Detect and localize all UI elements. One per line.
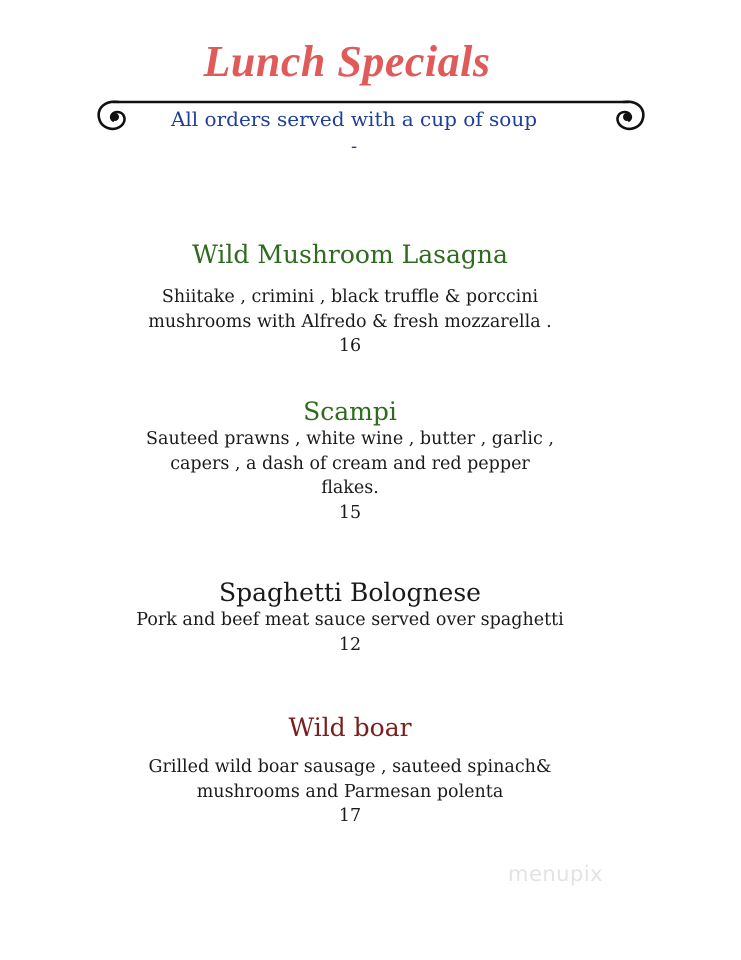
item-description-line: Pork and beef meat sauce served over spaghetti <box>136 610 564 630</box>
item-price: 15 <box>338 502 362 523</box>
item-name: Wild Mushroom Lasagna <box>192 240 508 269</box>
item-description-line: mushrooms with Alfredo & fresh mozzarella . <box>148 311 552 332</box>
item-price: 17 <box>338 806 362 826</box>
item-name: Wild boar <box>288 713 412 742</box>
dash-separator: - <box>350 136 358 157</box>
menu-item-bolognese <box>0 578 700 657</box>
menu-title: Lunch Specials <box>203 37 491 86</box>
item-description-line: Shiitake , crimini , black truffle & porccini <box>161 287 539 307</box>
menu-item-lasagna <box>0 240 700 359</box>
menu-item-scampi <box>0 397 700 525</box>
item-price: 16 <box>338 336 362 356</box>
menupix-watermark: menupix <box>508 862 604 886</box>
item-name: Spaghetti Bolognese <box>219 578 481 607</box>
item-description-line: capers , a dash of cream and red pepper <box>170 453 530 474</box>
item-description-line: flakes. <box>321 478 379 498</box>
menu-item-wild-boar <box>0 713 700 829</box>
soup-note: All orders served with a cup of soup <box>170 107 538 131</box>
item-description-line: mushrooms and Parmesan polenta <box>196 781 504 802</box>
item-name: Scampi <box>303 397 397 426</box>
item-description-line: Grilled wild boar sausage , sauteed spinach& <box>148 757 552 777</box>
item-price: 12 <box>338 634 362 655</box>
item-description-line: Sauteed prawns , white wine , butter , garlic , <box>146 429 554 449</box>
